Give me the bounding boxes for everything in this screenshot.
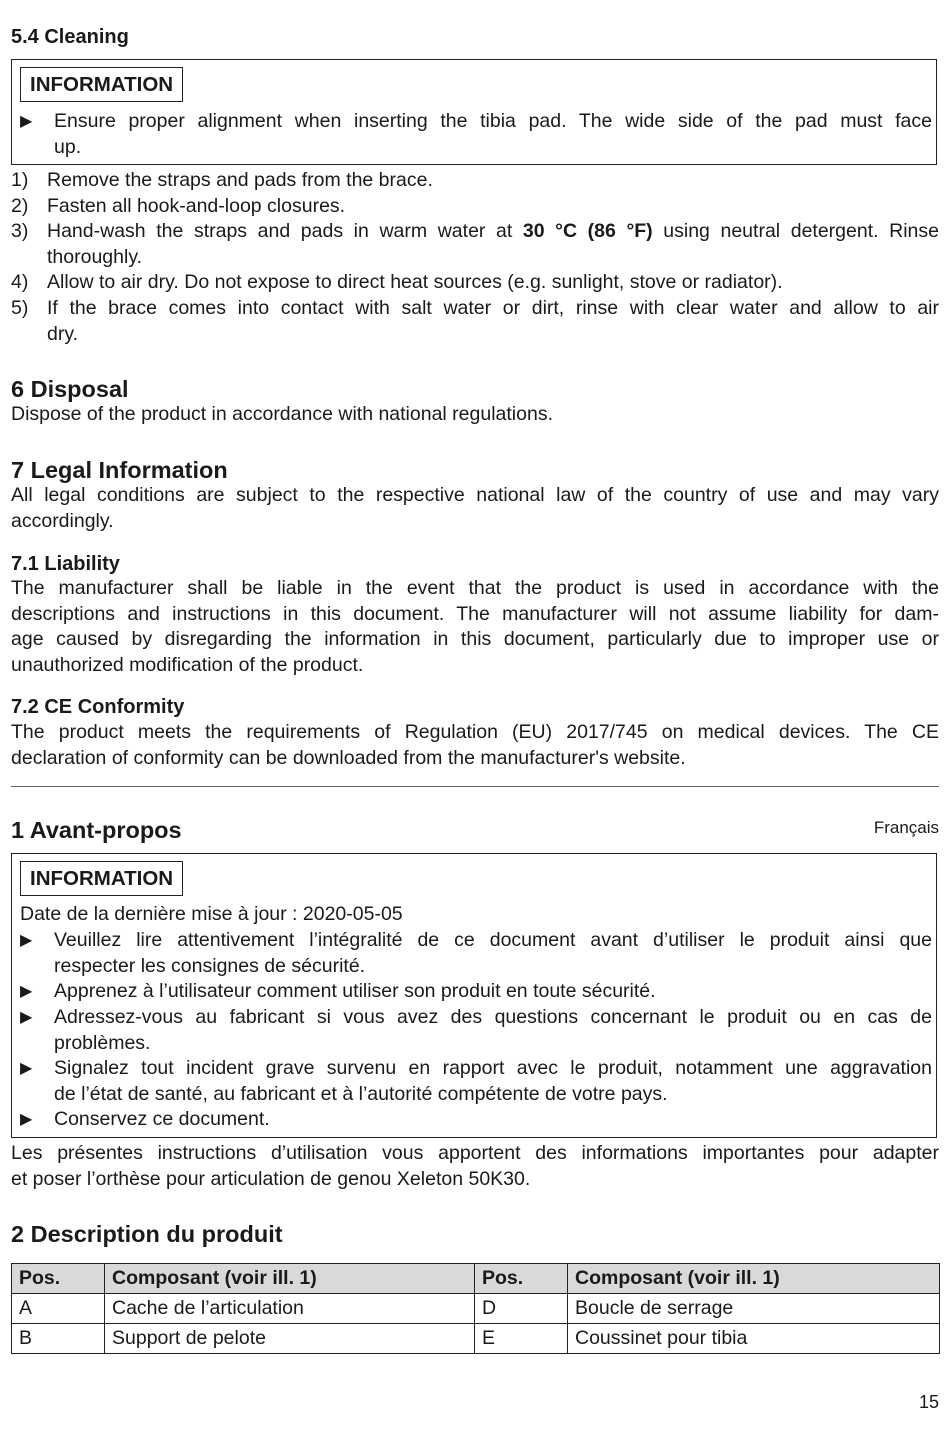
arrow-bullet-icon: ▶ <box>20 1009 33 1026</box>
text-line: Hand-wash the straps and pads in warm water at 30 °C (86 °F) using neutral detergent. Rinse <box>47 220 939 242</box>
information-box-cleaning <box>11 59 937 165</box>
table-cell: A <box>12 1294 105 1324</box>
column-header: Composant (voir ill. 1) <box>105 1264 475 1294</box>
info-bullet: ▶ Conservez ce document. <box>20 1107 932 1133</box>
section-heading-liability: 7.1 Liability <box>11 553 120 575</box>
language-label: Français <box>873 818 939 837</box>
section-heading-ce-conformity: 7.2 CE Conformity <box>11 696 185 718</box>
section-heading-cleaning: 5.4 Cleaning <box>11 26 129 48</box>
component-table <box>11 1263 940 1354</box>
arrow-bullet-icon: ▶ <box>20 113 33 130</box>
information-label: INFORMATION <box>20 67 183 102</box>
information-box-avant-propos <box>11 853 937 1138</box>
info-bullet: ▶ Veuillez lire attentivement l’intégralité de ce document avant d’utiliser le produit ainsi que respecter les consignes de sécurité. <box>20 929 932 977</box>
table-cell: B <box>12 1324 105 1354</box>
table-cell: Boucle de serrage <box>568 1294 940 1324</box>
information-label: INFORMATION <box>20 861 183 896</box>
table-cell: Cache de l’articulation <box>105 1294 475 1324</box>
info-bullet: ▶ Apprenez à l’utilisateur comment utiliser son produit en toute sécurité. <box>20 979 932 1005</box>
paragraph: Dispose of the product in accordance with national regulations. <box>11 403 553 425</box>
text-line: If the brace comes into contact with salt water or dirt, rinse with clear water and allow to air <box>47 297 939 319</box>
section-heading-avant-propos: 1 Avant-propos <box>11 817 182 843</box>
last-update-date: Date de la dernière mise à jour : 2020-05-05 <box>20 903 403 925</box>
temperature-value: 30 °C (86 °F) <box>522 220 653 242</box>
paragraph: The product meets the requirements of Regulation (EU) 2017/745 on medical devices. The CE declaration of conformity can be downloaded from the manufacturer's website. <box>11 721 939 769</box>
table-cell: Support de pelote <box>105 1324 475 1354</box>
language-divider <box>11 786 939 787</box>
text-line: Ensure proper alignment when inserting the tibia pad. The wide side of the pad must face <box>54 110 932 132</box>
arrow-bullet-icon: ▶ <box>20 983 33 1000</box>
paragraph: Les présentes instructions d’utilisation vous apportent des informations importantes pour adapter et poser l’orthèse pour articulation de genou Xeleton 50K30. <box>11 1142 939 1190</box>
info-bullet: ▶ Signalez tout incident grave survenu en rapport avec le produit, notamment une aggravation de l’état de santé, au fabricant et à l’autorité compétente de votre pays. <box>20 1057 932 1105</box>
text-line: up. <box>54 135 82 158</box>
info-bullet: ▶ Adressez-vous au fabricant si vous avez des questions concernant le produit ou en cas de problèmes. <box>20 1006 932 1054</box>
arrow-bullet-icon: ▶ <box>20 1060 33 1077</box>
section-heading-description: 2 Description du produit <box>11 1221 283 1247</box>
section-heading-disposal: 6 Disposal <box>11 376 129 402</box>
table-row <box>12 1324 940 1354</box>
info-bullet <box>20 109 932 161</box>
text-line: thoroughly. <box>47 245 143 268</box>
page-number: 15 <box>918 1392 939 1412</box>
column-header: Composant (voir ill. 1) <box>568 1264 940 1294</box>
table-cell: D <box>475 1294 568 1324</box>
paragraph: All legal conditions are subject to the respective national law of the country of use and may vary accordingly. <box>11 484 939 532</box>
paragraph: The manufacturer shall be liable in the event that the product is used in accordance with the descriptions and instructions in this document. The manufacturer will not assume liability for dam- age caused by disregarding the information in this document, particularly due to improper use or unauthorized modification of the product. <box>11 577 939 676</box>
arrow-bullet-icon: ▶ <box>20 1111 33 1128</box>
table-cell: E <box>475 1324 568 1354</box>
column-header: Pos. <box>475 1264 568 1294</box>
table-cell: Coussinet pour tibia <box>568 1324 940 1354</box>
column-header: Pos. <box>12 1264 105 1294</box>
table-header-row <box>12 1264 940 1294</box>
table-row <box>12 1294 940 1324</box>
section-heading-legal: 7 Legal Information <box>11 457 228 483</box>
text-line: dry. <box>47 322 79 345</box>
arrow-bullet-icon: ▶ <box>20 932 33 949</box>
